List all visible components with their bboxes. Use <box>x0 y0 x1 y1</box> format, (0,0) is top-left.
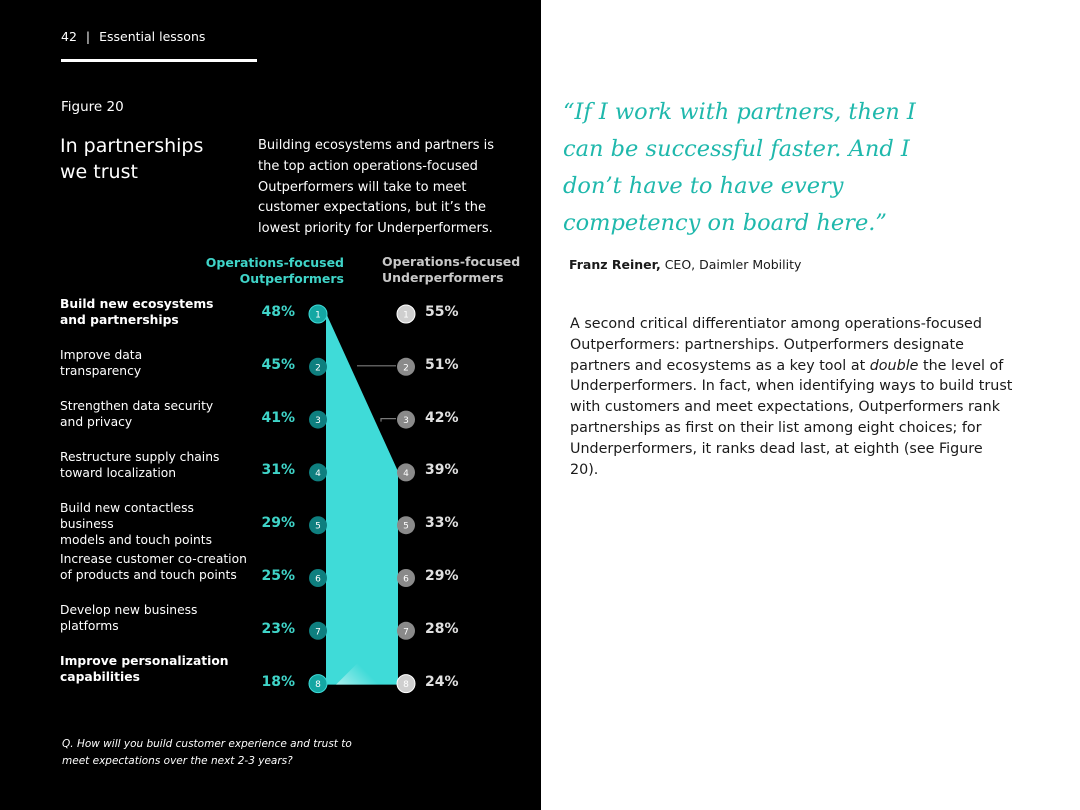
rank-shift-area <box>326 313 398 685</box>
underperformer-value: 33% <box>425 515 459 532</box>
row-label <box>60 296 250 328</box>
rank-number: 6 <box>403 574 409 585</box>
figure-description: Building ecosystems and partners is the top action operations-focused Outperformers will take to meet customer expectations, but it’s the lowest priority for Underperformers. <box>258 138 494 237</box>
underperformer-value: 51% <box>425 356 459 373</box>
rank-number: 5 <box>315 521 321 532</box>
quote-author: Franz Reiner, <box>569 257 661 272</box>
column-header-line: Operations-focused <box>382 254 521 269</box>
rank-number: 8 <box>403 680 409 691</box>
row-label <box>60 653 250 685</box>
row-label-line: capabilities <box>60 670 140 684</box>
body-text-part: the level of Underperformers. In fact, when identifying ways to build trust with customers and meet expectations, Outperformers rank partnerships as first on their list among eight choices; for Underperformers, it ranks dead last, at eighth (see Figure 20). <box>570 357 1013 478</box>
outperformer-value: 25% <box>261 568 295 584</box>
rank-number: 3 <box>315 416 321 427</box>
row-label <box>60 500 250 548</box>
outperformer-value: 41% <box>261 409 295 426</box>
row-label-line: models and touch points <box>60 533 213 547</box>
row-label <box>60 347 250 379</box>
outperformer-value: 18% <box>261 673 295 690</box>
column-header-line: Operations-focused <box>205 255 344 270</box>
page-number: 42 <box>61 29 77 44</box>
row-label-line: Strengthen data security <box>60 399 214 413</box>
outperformer-value: 31% <box>261 462 295 479</box>
figure-label: Figure 20 <box>61 99 124 115</box>
row-label <box>60 398 250 430</box>
column-header-line: Outperformers <box>239 271 344 286</box>
section-title: Essential lessons <box>99 29 206 44</box>
rank-number: 3 <box>403 416 409 427</box>
rank-number: 6 <box>315 574 321 585</box>
underperformer-value: 39% <box>425 462 459 479</box>
row-label <box>60 602 250 634</box>
body-paragraph <box>570 314 1015 480</box>
pull-quote: “If I work with partners, then I can be successful faster. And I don’t have to have every competency on board here.” <box>563 99 916 236</box>
row-label-line: Build new contactless business <box>60 501 194 531</box>
row-label-line: of products and touch points <box>60 568 237 582</box>
outperformer-value: 48% <box>261 304 295 320</box>
underperformer-value: 24% <box>425 673 459 690</box>
column-header-line: Underperformers <box>382 270 504 285</box>
quote-attribution <box>569 257 801 272</box>
rank-number: 1 <box>315 310 321 321</box>
underperformer-value: 55% <box>425 304 459 320</box>
row-label-line: Improve personalization <box>60 654 229 668</box>
rank-number: 4 <box>315 468 321 479</box>
outperformer-value: 45% <box>261 356 295 373</box>
figure-title-line: we trust <box>60 161 138 183</box>
row-label-line: Increase customer co-creation <box>60 552 247 566</box>
row-label <box>60 551 250 583</box>
rank-number: 5 <box>403 521 409 532</box>
survey-question: Q. How will you build customer experience and trust to meet expectations over the next 2-3 years? <box>62 738 352 767</box>
figure-title-line: In partnerships <box>60 135 204 157</box>
rank-number: 4 <box>403 468 409 479</box>
underperformer-value: 29% <box>425 568 459 584</box>
row-label-line: and privacy <box>60 415 133 429</box>
header-separator: | <box>85 29 91 44</box>
row-label-line: Improve data <box>60 348 143 362</box>
rank-number: 7 <box>315 627 321 638</box>
body-text-part: A second critical differentiator among operations-focused Outperformers: partnerships. Outperformers designate partners and ecosystems as a key tool at <box>570 316 982 374</box>
underperformer-value: 28% <box>425 620 459 637</box>
rank-number: 8 <box>315 680 321 691</box>
rank-number: 1 <box>403 310 409 321</box>
rank-number: 7 <box>403 627 409 638</box>
outperformer-value: 23% <box>261 620 295 637</box>
row-label-line: Restructure supply chains <box>60 450 220 464</box>
underperformer-value: 42% <box>425 409 459 426</box>
quote-author-role: CEO, Daimler Mobility <box>660 257 802 272</box>
rank-number: 2 <box>315 363 321 374</box>
row-label-line: platforms <box>60 619 119 633</box>
outperformer-value: 29% <box>261 515 295 532</box>
rank-number: 2 <box>403 363 409 374</box>
row-label-line: transparency <box>60 364 142 378</box>
row-label-line: toward localization <box>60 466 177 480</box>
body-emphasis: double <box>869 357 919 374</box>
row-label <box>60 449 250 481</box>
row-label-line: and partnerships <box>60 313 179 327</box>
row-label-line: Build new ecosystems <box>60 297 214 311</box>
row-label-line: Develop new business <box>60 603 198 617</box>
rank-connector <box>381 419 396 422</box>
